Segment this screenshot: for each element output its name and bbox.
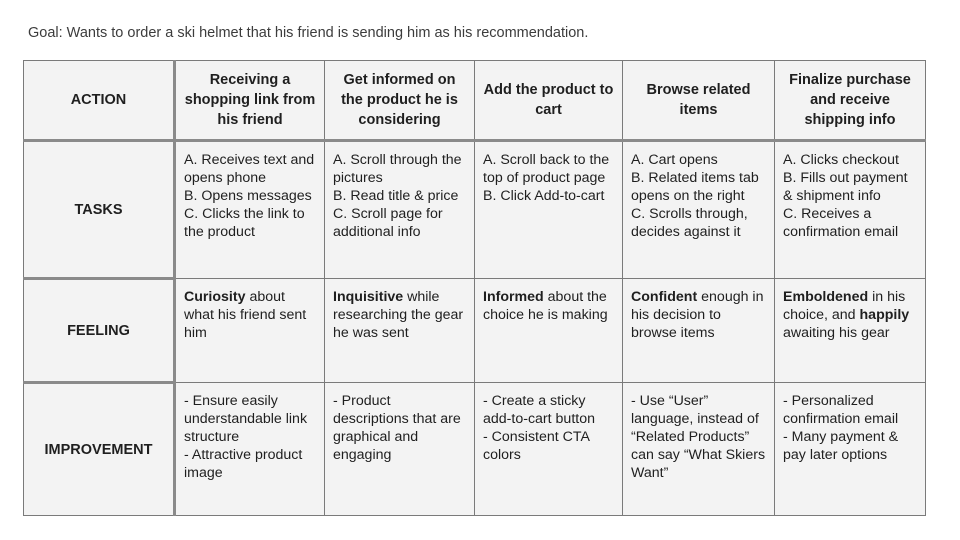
- task-item: B. Opens messages: [184, 188, 312, 204]
- improvement-cell: [775, 383, 926, 516]
- improvement-item: - Many payment & pay later options: [783, 429, 899, 463]
- feeling-keyword: happily: [859, 307, 910, 323]
- row-label-feeling: FEELING: [24, 279, 175, 383]
- feeling-text: about what his friend sent him: [184, 289, 307, 341]
- row-label-action: ACTION: [24, 61, 175, 141]
- task-item: B. Fills out payment & shipment info: [783, 170, 908, 204]
- improvement-item: - Consistent CTA colors: [483, 429, 590, 463]
- action-cell: Get informed on the product he is considering: [325, 61, 475, 141]
- feeling-text: while researching the gear he was sent: [333, 289, 464, 341]
- task-item: A. Cart opens: [631, 152, 718, 168]
- feeling-text: about the choice he is making: [483, 289, 608, 323]
- improvement-item: - Product descriptions that are graphical and engaging: [333, 393, 461, 463]
- improvement-item: - Use “User” language, instead of “Related Products” can say “What Skiers Want”: [631, 393, 766, 481]
- tasks-row: [24, 141, 926, 279]
- feeling-keyword: Confident: [631, 289, 698, 305]
- task-item: B. Read title & price: [333, 188, 459, 204]
- task-item: A. Clicks checkout: [783, 152, 899, 168]
- tasks-cell: [775, 141, 926, 279]
- tasks-cell: [623, 141, 775, 279]
- improvement-item: - Ensure easily understandable link structure: [184, 393, 308, 445]
- feeling-text: awaiting his gear: [783, 325, 890, 341]
- improvement-cell: [325, 383, 475, 516]
- feeling-cell: [623, 279, 775, 383]
- improvement-item: - Personalized confirmation email: [783, 393, 899, 427]
- feeling-keyword: Curiosity: [184, 289, 246, 305]
- feeling-cell: [775, 279, 926, 383]
- task-item: A. Receives text and opens phone: [184, 152, 315, 186]
- tasks-cell: [475, 141, 623, 279]
- task-item: A. Scroll through the pictures: [333, 152, 462, 186]
- feeling-keyword: Emboldened: [783, 289, 869, 305]
- feeling-cell: [325, 279, 475, 383]
- task-item: C. Scrolls through, decides against it: [631, 206, 748, 240]
- action-cell: Finalize purchase and receive shipping info: [775, 61, 926, 141]
- task-item: C. Receives a confirmation email: [783, 206, 899, 240]
- row-label-tasks: TASKS: [24, 141, 175, 279]
- improvement-item: - Create a sticky add-to-cart button: [483, 393, 595, 427]
- improvement-cell: [175, 383, 325, 516]
- feeling-row: [24, 279, 926, 383]
- tasks-cell: [325, 141, 475, 279]
- feeling-keyword: Inquisitive: [333, 289, 404, 305]
- journey-map-table: [23, 60, 926, 516]
- action-cell: Add the product to cart: [475, 61, 623, 141]
- improvement-row: [24, 383, 926, 516]
- action-row: [24, 61, 926, 141]
- task-item: B. Related items tab opens on the right: [631, 170, 759, 204]
- improvement-item: - Attractive product image: [184, 447, 303, 481]
- goal-text: Goal: Wants to order a ski helmet that his friend is sending him as his recommendation.: [28, 25, 589, 41]
- row-label-improvement: IMPROVEMENT: [24, 383, 175, 516]
- feeling-text: enough in his decision to browse items: [631, 289, 764, 341]
- action-cell: Receiving a shopping link from his friend: [175, 61, 325, 141]
- improvement-cell: [475, 383, 623, 516]
- feeling-cell: [475, 279, 623, 383]
- task-item: B. Click Add-to-cart: [483, 188, 605, 204]
- action-cell: Browse related items: [623, 61, 775, 141]
- feeling-text: in his choice, and: [783, 289, 906, 323]
- tasks-cell: [175, 141, 325, 279]
- task-item: A. Scroll back to the top of product page: [483, 152, 610, 186]
- feeling-keyword: Informed: [483, 289, 544, 305]
- improvement-cell: [623, 383, 775, 516]
- task-item: C. Scroll page for additional info: [333, 206, 443, 240]
- feeling-cell: [175, 279, 325, 383]
- task-item: C. Clicks the link to the product: [184, 206, 305, 240]
